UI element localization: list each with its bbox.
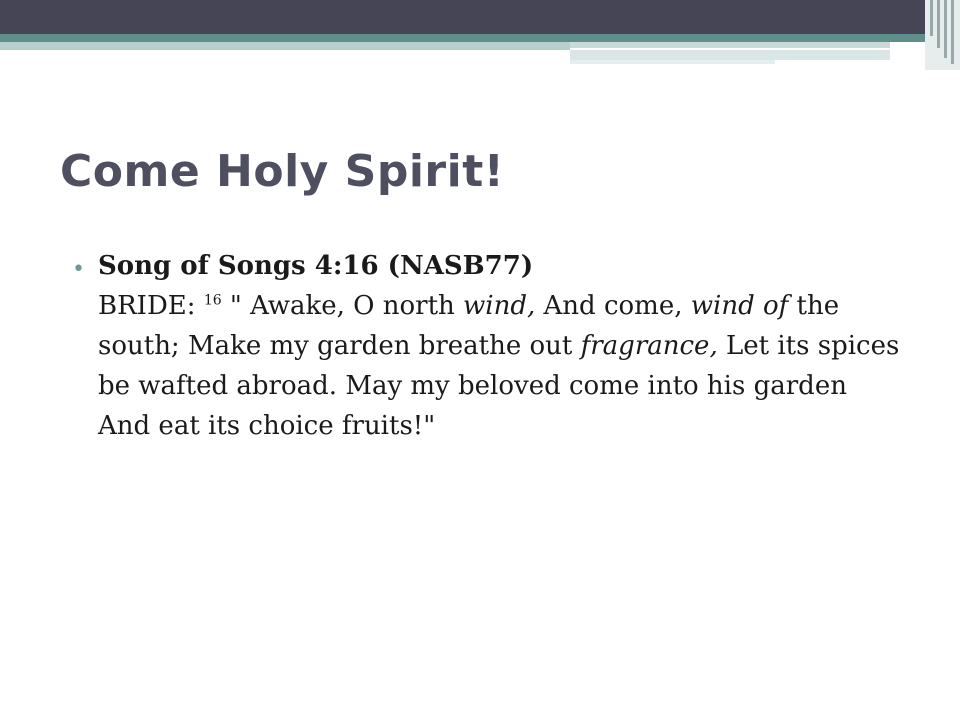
verse-segment: Let its spices be wafted abroad. May my beloved come into his garden And eat its choice fruits!" — [98, 331, 900, 441]
verse-segment: the south; Make my garden breathe out — [98, 291, 840, 361]
light-band — [570, 60, 775, 64]
scripture-reference: Song of Songs 4:16 (NASB77) — [98, 251, 534, 281]
verse-segment: fragrance, — [580, 331, 718, 361]
accent-band — [0, 34, 960, 42]
verse-number: 16 — [203, 292, 222, 309]
verse-segment: " Awake, O north — [229, 291, 464, 321]
bullet-icon: • — [72, 257, 85, 282]
light-band — [570, 50, 890, 60]
light-band — [570, 42, 890, 48]
corner-line — [944, 0, 947, 58]
verse-segment: wind, — [463, 291, 536, 321]
corner-line — [951, 0, 954, 64]
verse-text — [98, 286, 902, 446]
bullet-item — [72, 246, 902, 446]
light-band — [0, 42, 570, 50]
corner-line — [937, 0, 940, 48]
verse-segment: wind of — [690, 291, 789, 321]
bullet-content — [98, 246, 902, 446]
corner-line — [930, 0, 933, 36]
top-bar — [0, 0, 960, 34]
speaker-label: BRIDE: — [98, 291, 196, 321]
verse-segment: And come, — [535, 291, 691, 321]
slide-title: Come Holy Spirit! — [60, 146, 505, 197]
